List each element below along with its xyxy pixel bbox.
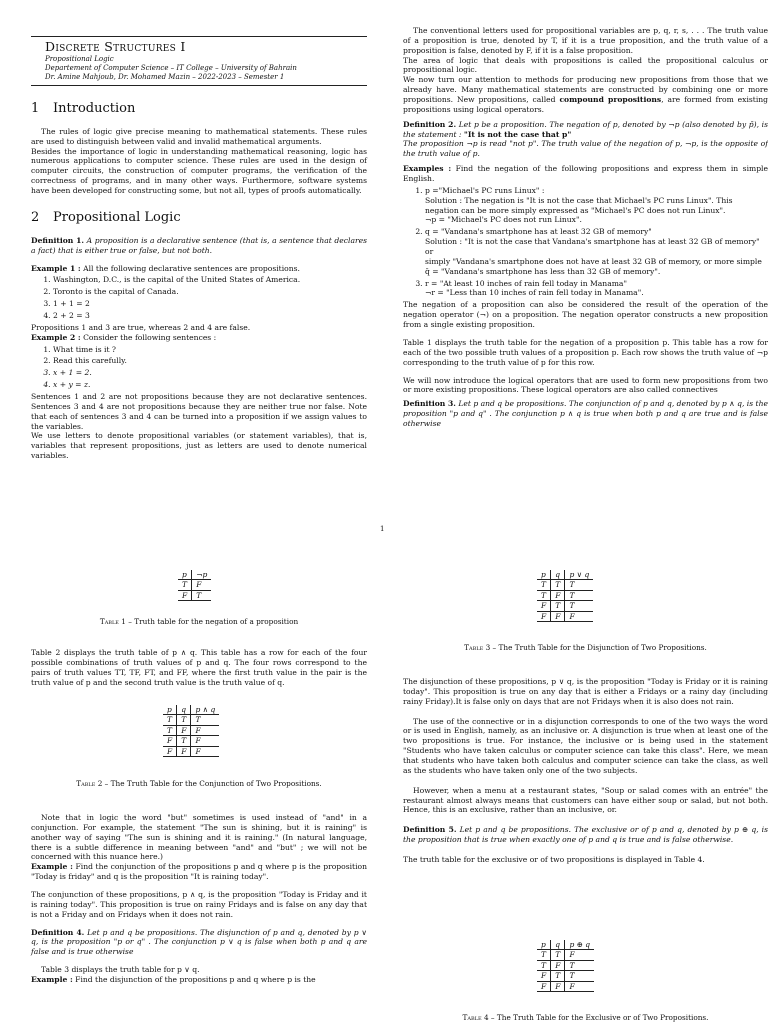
paragraph-inclusive-or: The use of the connective or in a disjunction corresponds to one of the two ways the word or is used in English, namely, as an inclusive or. A disjunction is true when at least one of the two propositions is true. For instance, the inclusive or is being used in the statement "Students who have taken calculus or computer science can take this class". Here, we mean that students who have taken both calculus and computer science can take the class, as well as the students who have taken only one of the two subjects.	[403, 716, 768, 775]
paragraph-disjunction-result: The disjunction of these propositions, p ∨ q, is the proposition "Today is Friday or it is raining today". This proposition is true on any day that is either a Fridays or a rainy day (including rainy Friday).It is false only on days that are not Fridays when it is also does not rain.	[403, 677, 768, 706]
table-row: F T T	[537, 601, 593, 611]
course-subtitle: Propositional Logic	[45, 55, 114, 64]
table-row: p q p ∧ q	[163, 705, 219, 715]
paragraph-conventional-letters: The conventional letters used for propositional variables are p, q, r, s, . . . The truth value of a proposition is true, denoted by T, if it is a true proposition, and the truth value of a proposition is false, denoted by F, if it is a false proposition.	[403, 26, 768, 55]
paragraph-compound-propositions: We now turn our attention to methods for producing new propositions from those that we already have. Many mathematical statements are constructed by combining one or more propositions. New propositions, called compound propositions, are formed from existing propositions using logical operators.	[403, 75, 768, 114]
table-row: p ¬p	[178, 570, 211, 580]
paragraph-not-propositions: Sentences 1 and 2 are not propositions because they are not declarative sentences. Sentences 3 and 4 are not propositions because they are neither true nor false. Note that each of sentences 3 and 4 can be turned into a proposition if we assign values to the variables.	[31, 391, 367, 431]
list-item: 3. r = "At least 10 inches of rain fell today in Manama" ¬r = "Less than 10 inches of rain fell today in Manama".	[425, 279, 768, 299]
list-item: 4. x + y = z.	[53, 380, 367, 390]
table-row: T F F	[163, 725, 219, 735]
negation-examples: Examples : Find the negation of the following propositions and express them in simple English.	[403, 164, 768, 184]
table-row: T F T	[537, 960, 594, 970]
right-column-top	[403, 26, 768, 429]
table-row: T F T	[537, 590, 593, 600]
table-row: F F F	[537, 611, 593, 621]
intro-paragraph-2: Besides the importance of logic in understanding mathematical reasoning, logic has numerous applications to computer science. These rules are used in the design of computer circuits, the construction of computer programs, the verification of the correctness of programs, and in many other ways. Furthermore, software systems have been developed for constructing some, but not all, types of proofs automatically.	[31, 146, 367, 196]
title-block	[31, 36, 367, 86]
paragraph-table-3: Table 3 displays the truth table for p ∨ q.	[41, 965, 200, 975]
example-2: Example 2 : Consider the following sentences :	[31, 332, 217, 342]
paragraph-propositional-calculus: The area of logic that deals with propositions is called the propositional calculus or propositional logic.	[403, 55, 768, 75]
example-1-list	[31, 275, 367, 320]
table-row: F T T	[537, 971, 594, 981]
example-1: Example 1 : All the following declarative sentences are propositions.	[31, 263, 300, 273]
page-number: 1	[380, 525, 385, 533]
paragraph-table-2: Table 2 displays the truth table of p ∧ q. This table has a row for each of the four possible combinations of truth values of p and q. The four rows correspond to the pairs of truth values TT, TF, FT, and FF, where the first truth value in the pair is the truth value of p and the second truth value is the truth value of q.	[31, 648, 367, 687]
list-item: 2. q = "Vandana's smartphone has at least 32 GB of memory" Solution : "It is not the case that Vandana's smartphone has at least 32 GB of memory" or simply "Vandana's smartphone does not have at least 32 GB of memory, or more simple q̄ = "Vandana's smartphone has less than 32 GB of memory".	[425, 227, 768, 276]
table-row: F T F	[163, 736, 219, 746]
department-line: Departement of Computer Science – IT College – University of Bahrain	[45, 64, 297, 72]
table-2-caption: Table 2 – The Truth Table for the Conjunction of Two Propositions.	[76, 779, 322, 788]
table-row: F F F	[163, 746, 219, 756]
section-heading-propositional-logic: 2 Propositional Logic	[31, 209, 181, 225]
paragraph-but: Note that in logic the word "but" sometimes is used instead of "and" in a conjunction. For example, the statement "The sun is shining, but it is raining" is another way of saying "The sun is shining and it is raining." (In natural language, there is a subtle difference in meaning between "and" and "but" ; we will not be concerned with this nuance here.)	[31, 813, 367, 862]
definition-2: Definition 2. Let p be a proposition. The negation of p, denoted by ¬p (also denoted by p̄), is the statement : "It is not the case that p"	[403, 119, 768, 139]
paragraph-negation-operator: The negation of a proposition can also be considered the result of the operation of the negation operator (¬) on a proposition. The negation operator constructs a new proposition from a single existing proposition.	[403, 300, 768, 330]
table-3-caption: Table 3 – The Truth Table for the Disjunction of Two Propositions.	[464, 643, 707, 652]
list-item: 4. 2 + 2 = 3	[53, 311, 367, 321]
truth-table-negation	[178, 570, 211, 601]
example-2-list	[31, 345, 367, 390]
course-title: Discrete Structures I	[45, 39, 186, 54]
table-row: T T F	[537, 950, 594, 960]
table-row: T T T	[537, 580, 593, 590]
list-item: 1. Washington, D.C., is the capital of the United States of America.	[53, 275, 367, 285]
table-row: p q p ⊕ q	[537, 940, 594, 950]
definition-3: Definition 3. Let p and q be propositions. The conjunction of p and q, denoted by p ∧ q, is the proposition "p and q" . The conjunction p ∧ q is true when both p and q are true and is false otherwise	[403, 399, 768, 428]
example-1-conclusion: Propositions 1 and 3 are true, whereas 2 and 4 are false.	[31, 322, 251, 332]
intro-paragraph-1: The rules of logic give precise meaning to mathematical statements. These rules are used to distinguish between valid and invalid mathematical arguments.	[31, 126, 367, 146]
paragraph-conjunction-result: The conjunction of these propositions, p ∧ q, is the proposition "Today is Friday and it is raining today". This proposition is true on rainy Fridays and is false on any day that is not a Friday and on Fridays when it does not rain.	[31, 890, 367, 919]
section-heading-introduction: 1 Introduction	[31, 101, 136, 116]
definition-2-note: The proposition ¬p is read "not p". The truth value of the negation of p, ¬p, is the opposite of the truth value of p.	[403, 139, 768, 159]
list-item: 2. Read this carefully.	[53, 356, 367, 366]
left-column-top	[31, 101, 367, 461]
paragraph-table-1: Table 1 displays the truth table for the negation of a proposition p. This table has a row for each of the two possible truth values of a proposition p. Each row shows the truth value of ¬p corresponding to the truth value of p for this row.	[403, 337, 768, 367]
truth-table-conjunction	[163, 705, 219, 757]
list-item: 1. p ="Michael's PC runs Linux" : Solution : The negation is "It is not the case that Michael's PC runs Linux". This negation can be more simply expressed as "Michael's PC does not run Linux". ¬p = "Michael's PC does not run Linux".	[425, 186, 768, 225]
definition-1: Definition 1. A proposition is a declarative sentence (that is, a sentence that declares a fact) that is either true or false, but not both.	[31, 235, 367, 255]
conjunction-example: Example : Find the conjunction of the propositions p and q where p is the proposition "Today is friday" and q is the proposition "It is raining today".	[31, 862, 367, 882]
definition-5: Definition 5. Let p and q be propositions. The exclusive or of p and q, denoted by p ⊕ q, is the proposition that is true when exactly one of p and q is true and is false otherwise.	[403, 825, 768, 845]
list-item: 3. 1 + 1 = 2	[53, 299, 367, 309]
disjunction-example: Example : Find the disjunction of the propositions p and q where p is the	[31, 975, 316, 985]
left-column-mid	[31, 648, 367, 687]
truth-table-disjunction	[537, 570, 593, 622]
table-row: T T T	[163, 715, 219, 725]
paragraph-exclusive-or: However, when a menu at a restaurant states, "Soup or salad comes with an entrée" the restaurant almost always means that customers can have either soup or salad, but not both. Hence, this is an exclusive, rather than an inclusive, or.	[403, 785, 768, 815]
authors-line: Dr. Amine Mahjoub, Dr. Mohamed Mazin – 2022-2023 – Semester 1	[45, 72, 285, 81]
paragraph-connectives: We will now introduce the logical operators that are used to form new propositions from two or more existing propositions. These logical operators are also called connectives	[403, 375, 768, 395]
truth-table-exclusive-or	[537, 940, 594, 992]
right-column-bottom	[403, 677, 768, 865]
table-row: F T	[178, 590, 211, 600]
paragraph-table-4: The truth table for the exclusive or of two propositions is displayed in Table 4.	[403, 855, 705, 865]
table-row: p q p ∨ q	[537, 570, 593, 580]
left-column-bottom	[31, 813, 367, 985]
paragraph-letters: We use letters to denote propositional variables (or statement variables), that is, variables that represent propositions, just as letters are used to denote numerical variables.	[31, 431, 367, 461]
list-item: 2. Toronto is the capital of Canada.	[53, 287, 367, 297]
table-row: F F F	[537, 981, 594, 991]
table-row: T F	[178, 580, 211, 590]
negation-examples-list	[403, 186, 768, 298]
definition-4: Definition 4. Let p and q be propositions. The disjunction of p and q, denoted by p ∨ q, is the proposition "p or q" . The conjunction p ∨ q is false when both p and q are false and is true otherwise	[31, 927, 367, 957]
list-item: 3. x + 1 = 2.	[53, 368, 367, 378]
table-4-caption: Table 4 – The Truth Table for the Exclusive or of Two Propositions.	[462, 1013, 709, 1022]
list-item: 1. What time is it ?	[53, 345, 367, 355]
table-1-caption: Table 1 – Truth table for the negation of a proposition	[99, 617, 299, 626]
